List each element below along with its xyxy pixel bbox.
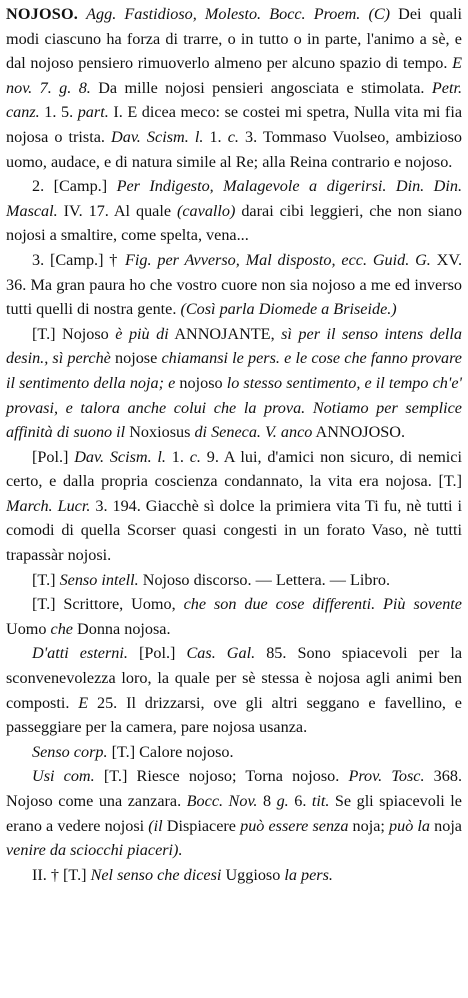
italic-text: sì per il senso intens della desin., sì perchè (6, 324, 462, 368)
entry-paragraph (6, 568, 462, 593)
entry-paragraph (6, 740, 462, 765)
text-run: Dispiacere (162, 816, 241, 835)
italic-text: di Seneca. V. anco (194, 423, 313, 442)
text-run: noja (430, 816, 462, 835)
italic-text: Petr. canz. (6, 78, 463, 122)
italic-text: che son due cose differenti. Più sovente (183, 595, 462, 614)
text-run: 3. [Camp.] † (32, 250, 126, 269)
text-run: 85. Sono spiacevoli per la sconvenevolezza loro, la quale per sè stessa è nojosa agli animi ben composti. (6, 644, 463, 712)
italic-text: venire da sciocchi piaceri). (6, 841, 183, 860)
italic-text: E (78, 693, 89, 712)
italic-text: può essere senza (240, 816, 349, 835)
italic-text: Cas. Gal. (186, 644, 256, 663)
italic-text: (cavallo) (176, 201, 236, 220)
text-run: [T.] Calore nojoso. (107, 742, 234, 761)
italic-text: Per Indigesto, Malagevole a digerirsi. Din. Din. Mascal. (6, 177, 462, 220)
dictionary-entry-nojoso (6, 2, 462, 887)
italic-text: Usi com. (32, 767, 95, 786)
italic-text: lo stesso sentimento, e il tempo ch'e' provasi, e talora anche colui che la prova. Notiamo per semplice affinità di suono il (6, 373, 462, 442)
italic-text: la pers. (284, 865, 333, 884)
text-run: IV. 17. Al quale (57, 201, 177, 220)
text-run: 9. A lui, d'amici non sicuro, di nemici certo, e dalla propria coscienza condannato, la vita era nojosa. [T.] (6, 447, 462, 491)
entry-paragraph (6, 641, 462, 739)
italic-text: Nel senso che dicesi (90, 865, 222, 884)
text-run: Uggioso (221, 865, 285, 884)
text-run: ANNOJANTE, (168, 324, 282, 343)
text-run: Uomo (6, 619, 51, 638)
italic-text: (Così parla Diomede a Briseide.) (180, 300, 397, 319)
text-run: [T.] Nojoso (32, 324, 116, 343)
text-run: II. † [T.] (32, 865, 91, 884)
text-run: [Pol.] (32, 447, 75, 466)
text-run: 1. (165, 447, 190, 466)
text-run (78, 5, 86, 23)
italic-text: Senso intell. (59, 570, 139, 589)
text-run: XV. 36. Ma gran paura ho che vostro cuore non sia nojoso a me ed inverso tutti quelli di nostra gente. (6, 250, 463, 319)
text-run: Noxiosus (125, 423, 195, 442)
italic-text: Bocc. Nov. (186, 792, 258, 810)
italic-text: Fig. per Avverso, Mal disposto, ecc. Guid. G. (125, 250, 431, 269)
text-run: 368. Nojoso come una zanzara. (6, 767, 462, 810)
text-run: 2. [Camp.] (32, 177, 117, 196)
text-run: ANNOJOSO. (312, 423, 406, 442)
italic-text: Dav. Scism. l. (111, 127, 204, 146)
italic-text: Prov. Tosc. (348, 767, 425, 786)
italic-text: è più di (115, 324, 169, 343)
italic-text: March. Lucr. (6, 496, 91, 515)
italic-text: che (50, 619, 73, 638)
italic-text: part. (77, 103, 109, 122)
entry-paragraph (6, 248, 462, 322)
entry-paragraph (6, 174, 462, 248)
text-run: Se gli spiacevoli le erano a vedere nojosi (6, 792, 462, 835)
text-run: darai cibi leggieri, che non siano nojosi a smaltire, come spelta, vena... (6, 201, 462, 245)
italic-text: (C) (368, 5, 391, 23)
entry-paragraph (6, 2, 462, 174)
entry-paragraph (6, 322, 462, 445)
text-run: Nojoso discorso. — Lettera. — Libro. (138, 570, 391, 589)
italic-text: (il (148, 816, 163, 835)
text-run: 3. Tommaso Vuolseo, ambizioso uomo, audace, e di natura simile al Re; alla Reina contrario e nojoso. (6, 127, 462, 171)
text-run: Dei quali modi ciascuno ha forza di trarre, o in tutto o in parte, l'animo a sè, e dal nojoso pensiero rimuoverlo almeno per alcuno spazio di tempo. (6, 5, 463, 73)
entry-paragraph (6, 863, 462, 888)
text-run: [T.] Scrittore, Uomo, (32, 595, 184, 614)
text-run: 1. 5. (39, 103, 78, 122)
text-run: nojose (110, 349, 162, 368)
text-run: nojoso (175, 373, 227, 392)
italic-text: chiamansi le pers. e le cose che fanno provare il sentimento della noja; e (6, 349, 462, 392)
text-run: [T.] (32, 570, 60, 589)
italic-text: tit. (311, 792, 330, 810)
text-run: 3. 194. Giacchè sì dolce la primiera vita Ti fu, nè tutti i comodi di quella Scorser quasi congesti in un forato Vaso, nè tutti trapassàr nojosi. (6, 496, 462, 565)
text-run: Da mille nojosi pensieri angosciata e stimolata. (90, 78, 432, 97)
italic-text: g. (276, 792, 289, 810)
italic-text: Agg. Fastidioso, Molesto. Bocc. Proem. (86, 5, 361, 23)
italic-text: Senso corp. (32, 742, 108, 761)
entry-paragraph (6, 445, 462, 568)
text-run: Donna nojosa. (72, 619, 171, 638)
text-run: noja; (348, 816, 390, 835)
text-run: [Pol.] (127, 644, 187, 663)
text-run: 25. Il drizzarsi, ove gli altri seggano e favellino, e passeggiare per la camera, pare nojosa usanza. (6, 693, 462, 737)
italic-text: Dav. Scism. l. (74, 447, 166, 466)
text-run: I. E dicea meco: se costei mi spetra, Nulla vita mi fia nojosa o trista. (6, 103, 462, 146)
italic-text: può la (389, 816, 431, 835)
italic-text: E nov. 7. g. 8. (6, 54, 462, 97)
text-run: 6. (288, 792, 312, 810)
text-run: [T.] Riesce nojoso; Torna nojoso. (94, 767, 349, 786)
italic-text: c. (189, 447, 201, 466)
entry-paragraph (6, 764, 462, 862)
headword: NOJOSO. (6, 5, 79, 23)
text-run: 8 (257, 792, 277, 810)
italic-text: D'atti esterni. (32, 644, 128, 663)
entry-paragraph (6, 592, 462, 641)
italic-text: c. (227, 127, 239, 146)
text-run: 1. (203, 127, 228, 146)
